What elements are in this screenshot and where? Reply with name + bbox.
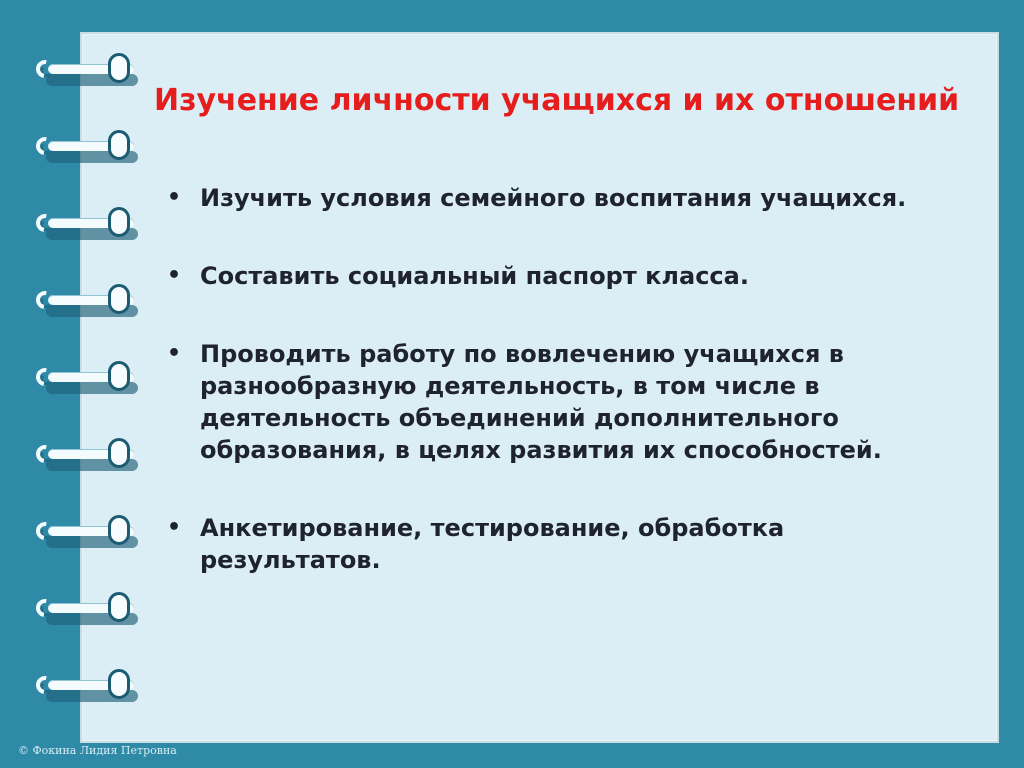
bullet-text: Составить социальный паспорт класса. [200, 262, 749, 290]
bullet-icon: • [166, 263, 182, 288]
author-credit: © Фокина Лидия Петровна [18, 744, 177, 757]
bullet-icon: • [166, 185, 182, 210]
bullet-item-surveys-tests [160, 512, 950, 576]
bullet-item-family-conditions [160, 182, 950, 214]
bullet-icon: • [166, 341, 182, 366]
bullet-text: Изучить условия семейного воспитания учащихся. [200, 184, 907, 212]
bullet-text: Анкетирование, тестирование, обработка результатов. [200, 514, 785, 574]
bullet-list [160, 182, 950, 576]
bullet-item-social-passport [160, 260, 950, 292]
bullet-icon: • [166, 515, 182, 540]
bullet-item-student-activity [160, 338, 950, 466]
slide-title: Изучение личности учащихся и их отношений [154, 83, 960, 118]
bullet-text: Проводить работу по вовлечению учащихся в разнообразную деятельность, в том числе в деятельность объединений дополнительного образования, в целях развития их способностей. [200, 340, 882, 464]
